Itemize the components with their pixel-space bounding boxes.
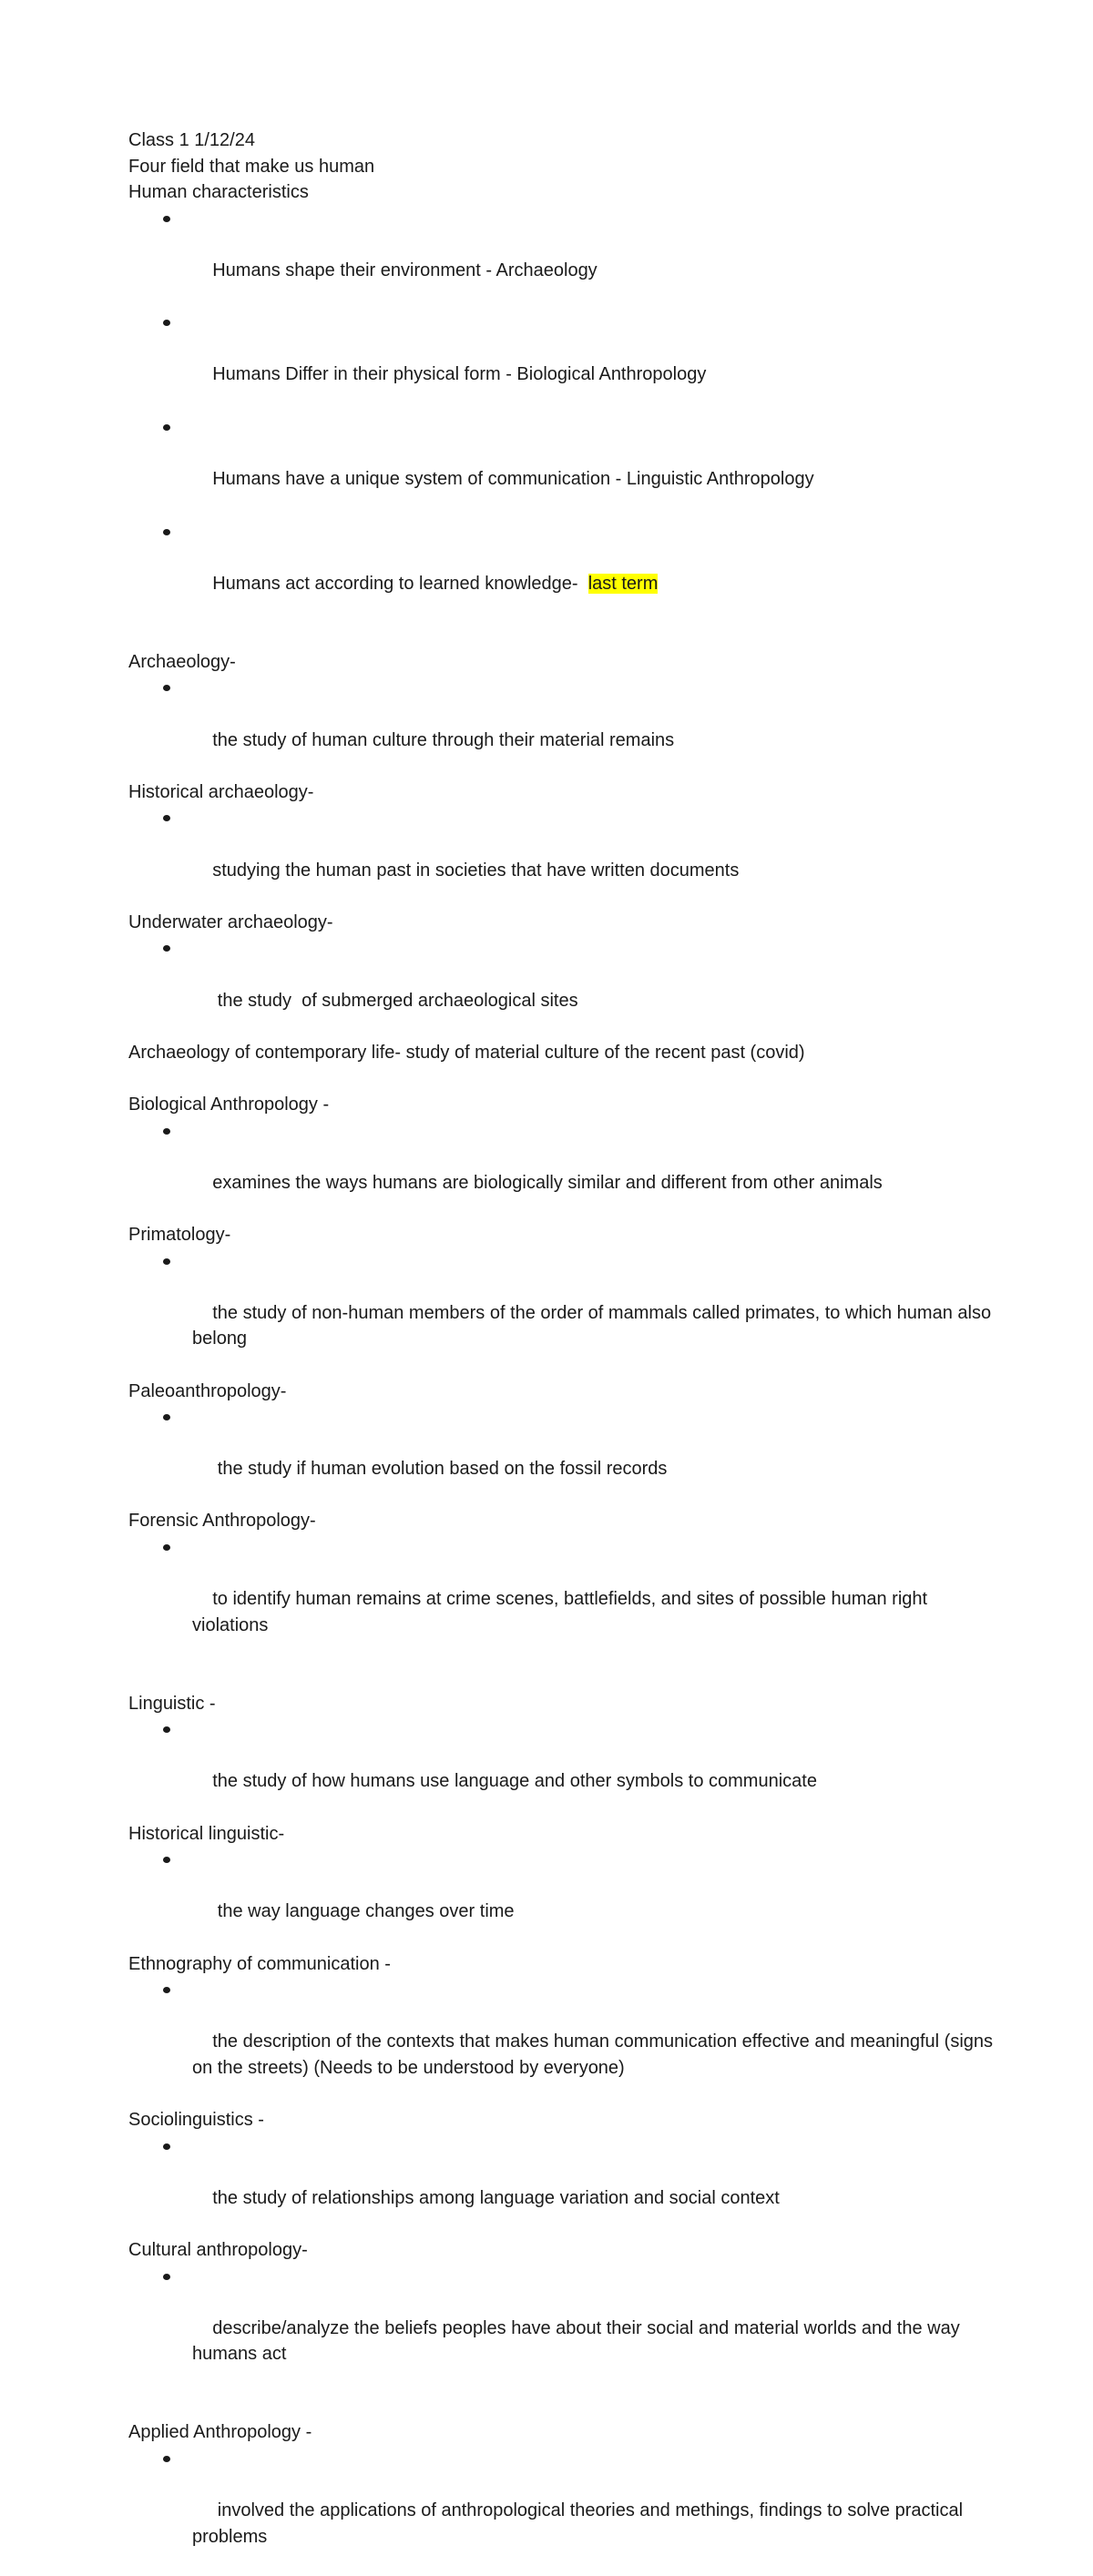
highlighted-text: last term (587, 574, 659, 595)
list-item-text: to identify human remains at crime scenes, battlefields, and sites of possible human right violations (192, 1589, 933, 1635)
section-heading-human-characteristics: Human characteristics (128, 182, 309, 203)
list-item (128, 1534, 1003, 1665)
section-heading-applied: Applied Anthropology - (128, 2422, 312, 2443)
section-heading-biological: Biological Anthropology - (128, 1094, 330, 1115)
subheading-cultural-anthropology: Cultural anthropology- (128, 2240, 308, 2261)
list-item (128, 1977, 1003, 2107)
list-item (128, 1118, 1003, 1222)
list-item (128, 2133, 1003, 2237)
bullet-icon (163, 1987, 170, 1993)
bullet-icon (163, 1258, 170, 1265)
bullet-icon (163, 1857, 170, 1863)
blank-line (128, 623, 1003, 649)
bullet-icon (163, 1414, 170, 1420)
subheading-historical-archaeology: Historical archaeology- (128, 781, 314, 802)
contemporary-archaeology-line: Archaeology of contemporary life- study of material culture of the recent past (covid) (128, 1042, 805, 1063)
list-item (128, 206, 1003, 310)
list-item (128, 1404, 1003, 1508)
subheading-sociolinguistics: Sociolinguistics - (128, 2110, 264, 2131)
list-item-text: examines the ways humans are biologically similar and different from other animals (212, 1172, 883, 1193)
list-item (128, 414, 1003, 518)
bullet-icon (163, 945, 170, 952)
bullet-icon (163, 1544, 170, 1551)
bullet-icon (163, 1726, 170, 1733)
list-item (128, 2264, 1003, 2394)
list-item-text: the way language changes over time (212, 1901, 515, 1922)
list-item-text: the study of human culture through their material remains (212, 729, 675, 750)
list-item-text: Humans Differ in their physical form - Biological Anthropology (212, 364, 707, 385)
list-item-text: the study of submerged archaeological sites (212, 990, 578, 1011)
list-item (128, 1248, 1003, 1379)
list-item-text: involved the applications of anthropological theories and methings, findings to solve practical problems (192, 2500, 968, 2547)
list-item-text: Humans act according to learned knowledge- (212, 574, 588, 595)
blank-line (128, 2394, 1003, 2420)
subheading-ethnography: Ethnography of communication - (128, 1953, 391, 1974)
list-item-text: the study of how humans use language and other symbols to communicate (212, 1771, 817, 1792)
bullet-icon (163, 1128, 170, 1135)
list-item (128, 310, 1003, 413)
list-item (128, 675, 1003, 779)
section-heading-archaeology: Archaeology- (128, 651, 236, 672)
class-title: Class 1 1/12/24 (128, 130, 255, 150)
list-item-text: the description of the contexts that makes human communication effective and meaningful (signs on the streets) (Needs to be understood by everyone) (192, 2031, 998, 2078)
list-item-text: studying the human past in societies that have written documents (212, 860, 740, 881)
list-item (128, 1716, 1003, 1820)
list-item (128, 805, 1003, 909)
subheading-underwater-archaeology: Underwater archaeology- (128, 911, 333, 932)
list-item-text: the study of non-human members of the order of mammals called primates, to which human also belong (192, 1302, 996, 1349)
blank-line (128, 1065, 1003, 1092)
list-item (128, 519, 1003, 623)
list-item (128, 1847, 1003, 1950)
list-item-text: the study if human evolution based on the fossil records (212, 1459, 668, 1480)
blank-line (128, 1665, 1003, 1691)
list-item (128, 935, 1003, 1039)
list-item-text: Humans shape their environment - Archaeology (212, 260, 598, 280)
subheading-historical-linguistic: Historical linguistic- (128, 1823, 285, 1844)
list-item (128, 2446, 1003, 2576)
bullet-icon (163, 2456, 170, 2462)
bullet-icon (163, 2143, 170, 2150)
list-item-text: describe/analyze the beliefs peoples have about their social and material worlds and the way humans act (192, 2317, 965, 2365)
bullet-icon (163, 216, 170, 222)
list-item-text: Humans have a unique system of communication - Linguistic Anthropology (212, 468, 814, 489)
bullet-icon (163, 815, 170, 821)
subheading-forensic: Forensic Anthropology- (128, 1511, 316, 1532)
section-heading-linguistic: Linguistic - (128, 1693, 216, 1714)
subheading-primatology: Primatology- (128, 1224, 231, 1245)
bullet-icon (163, 320, 170, 326)
subtitle: Four field that make us human (128, 156, 375, 177)
bullet-icon (163, 529, 170, 535)
bullet-icon (163, 424, 170, 431)
subheading-paleoanthropology: Paleoanthropology- (128, 1380, 287, 1401)
bullet-icon (163, 685, 170, 691)
list-item-text: the study of relationships among language variation and social context (212, 2187, 780, 2208)
document-page (128, 127, 1003, 2576)
bullet-icon (163, 2274, 170, 2280)
